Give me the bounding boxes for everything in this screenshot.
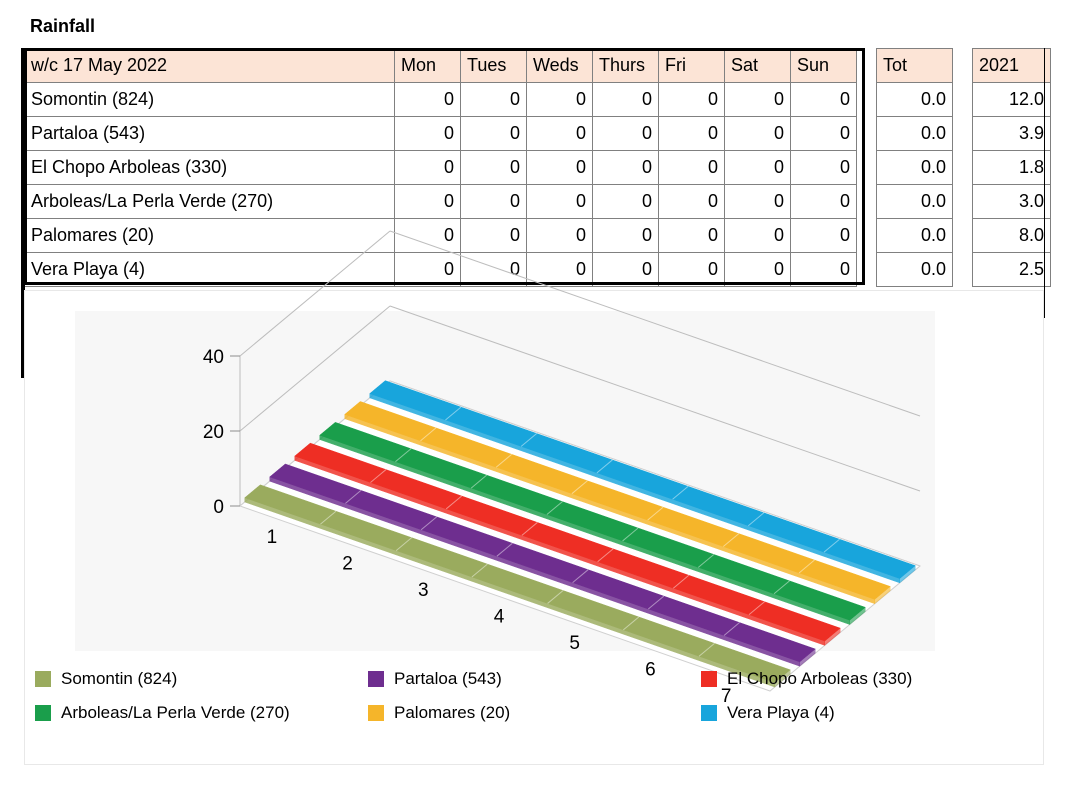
cell-fri: 0 [659,151,725,185]
header-sat: Sat [725,49,791,83]
cell-total: 0.0 [877,83,953,117]
cell-tues: 0 [461,117,527,151]
legend-swatch-icon [35,671,51,687]
cell-thurs: 0 [593,151,659,185]
cell-mon: 0 [395,83,461,117]
header-spacer-2 [953,49,973,83]
svg-text:4: 4 [493,606,505,628]
header-total: Tot [877,49,953,83]
cell-spacer-2 [953,117,973,151]
svg-text:5: 5 [569,632,581,654]
svg-text:7: 7 [720,685,732,707]
cell-sat: 0 [725,83,791,117]
rainfall-table-wrapper [24,48,1051,287]
svg-text:40: 40 [202,347,224,368]
cell-tues: 0 [461,83,527,117]
table-header-row [25,49,1051,83]
cell-spacer [857,253,877,287]
legend-item[interactable] [368,703,701,723]
cell-year-2021: 1.8 [973,151,1051,185]
cell-tues: 0 [461,219,527,253]
cell-sun: 0 [791,117,857,151]
cell-thurs: 0 [593,185,659,219]
cell-sun: 0 [791,151,857,185]
legend-item[interactable] [35,703,368,723]
header-fri: Fri [659,49,725,83]
row-label: Partaloa (543) [25,117,395,151]
table-row [25,185,1051,219]
legend-label: Arboleas/La Perla Verde (270) [61,703,290,722]
legend-item[interactable] [701,703,1034,723]
legend-item[interactable] [368,669,701,689]
cell-weds: 0 [527,117,593,151]
row-label: Vera Playa (4) [25,253,395,287]
svg-text:20: 20 [202,422,224,443]
cell-total: 0.0 [877,253,953,287]
rainfall-3d-chart[interactable] [24,290,1044,765]
cell-sun: 0 [791,185,857,219]
legend-swatch-icon [368,705,384,721]
cell-total: 0.0 [877,117,953,151]
cell-weds: 0 [527,83,593,117]
header-mon: Mon [395,49,461,83]
legend-label: Vera Playa (4) [727,703,835,722]
header-sun: Sun [791,49,857,83]
header-spacer [857,49,877,83]
cell-sun: 0 [791,83,857,117]
cell-sat: 0 [725,253,791,287]
cell-year-2021: 2.5 [973,253,1051,287]
svg-text:3: 3 [417,580,429,602]
chart-canvas [25,291,1045,707]
cell-total: 0.0 [877,185,953,219]
cell-tues: 0 [461,151,527,185]
cell-sat: 0 [725,185,791,219]
row-label: Arboleas/La Perla Verde (270) [25,185,395,219]
cell-year-2021: 3.0 [973,185,1051,219]
legend-swatch-icon [35,705,51,721]
cell-spacer [857,151,877,185]
cell-mon: 0 [395,219,461,253]
legend-swatch-icon [701,671,717,687]
cell-fri: 0 [659,117,725,151]
cell-fri: 0 [659,219,725,253]
legend-label: Partaloa (543) [394,669,502,688]
table-row [25,219,1051,253]
header-year-2021: 2021 [973,49,1051,83]
cell-fri: 0 [659,83,725,117]
cell-sun: 0 [791,219,857,253]
svg-text:0: 0 [213,497,224,518]
cell-fri: 0 [659,253,725,287]
cell-spacer [857,219,877,253]
header-tues: Tues [461,49,527,83]
cell-mon: 0 [395,117,461,151]
cell-thurs: 0 [593,83,659,117]
cell-tues: 0 [461,253,527,287]
table-row [25,83,1051,117]
header-thurs: Thurs [593,49,659,83]
cell-weds: 0 [527,185,593,219]
chart-legend [35,669,1035,737]
cell-weds: 0 [527,219,593,253]
cell-total: 0.0 [877,219,953,253]
row-label: El Chopo Arboleas (330) [25,151,395,185]
legend-label: Palomares (20) [394,703,511,722]
cell-spacer [857,185,877,219]
header-week-commencing: w/c 17 May 2022 [25,49,395,83]
cell-year-2021: 8.0 [973,219,1051,253]
cell-fri: 0 [659,185,725,219]
cell-total: 0.0 [877,151,953,185]
cell-sat: 0 [725,151,791,185]
cell-sat: 0 [725,117,791,151]
legend-item[interactable] [35,669,368,689]
legend-swatch-icon [701,705,717,721]
cell-thurs: 0 [593,117,659,151]
cell-thurs: 0 [593,219,659,253]
table-row [25,151,1051,185]
cell-weds: 0 [527,151,593,185]
cell-mon: 0 [395,253,461,287]
cell-spacer-2 [953,253,973,287]
svg-text:1: 1 [266,527,278,549]
cell-mon: 0 [395,185,461,219]
cell-spacer-2 [953,151,973,185]
cell-spacer-2 [953,219,973,253]
table-row [25,117,1051,151]
legend-swatch-icon [368,671,384,687]
cell-spacer-2 [953,83,973,117]
cell-year-2021: 12.0 [973,83,1051,117]
cell-year-2021: 3.9 [973,117,1051,151]
page-title: Rainfall [30,16,96,36]
cell-spacer-2 [953,185,973,219]
cell-sat: 0 [725,219,791,253]
cell-sun: 0 [791,253,857,287]
legend-item[interactable] [701,669,1034,689]
row-label: Palomares (20) [25,219,395,253]
cell-spacer [857,83,877,117]
rainfall-table [24,48,1051,287]
cell-thurs: 0 [593,253,659,287]
table-row [25,253,1051,287]
row-label: Somontin (824) [25,83,395,117]
cell-spacer [857,117,877,151]
cell-tues: 0 [461,185,527,219]
legend-label: El Chopo Arboleas (330) [727,669,913,688]
svg-text:6: 6 [645,659,656,681]
cell-weds: 0 [527,253,593,287]
svg-text:2: 2 [342,553,353,575]
header-weds: Weds [527,49,593,83]
legend-label: Somontin (824) [61,669,178,688]
cell-mon: 0 [395,151,461,185]
